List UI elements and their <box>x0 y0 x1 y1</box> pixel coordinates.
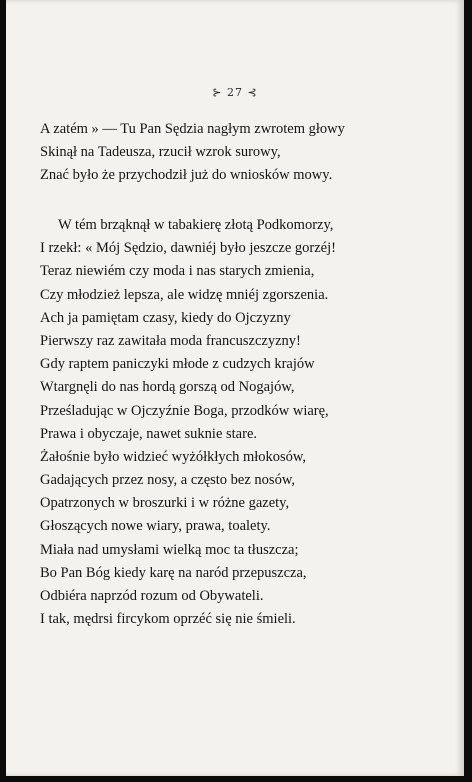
verse-line: Opatrzonych w broszurki i w różne gazety, <box>40 495 290 512</box>
verse-line: Prześladując w Ojczyźnie Boga, przodków wiarę, <box>40 402 329 419</box>
verse-line: Bo Pan Bóg kiedy karę na naród przepuszcza, <box>40 564 307 581</box>
verse-line: Pierwszy raz zawitała moda francuszczyzny! <box>40 332 301 349</box>
verse-line: Wtargnęli do nas hordą gorszą od Nogajów, <box>40 379 295 396</box>
verse-line: Skinął na Tadeusza, rzucił wzrok surowy, <box>40 144 281 161</box>
verse-line: Odbiéra naprzód rozum od Obywateli. <box>40 588 264 604</box>
verse-line: Ach ja pamiętam czasy, kiedy do Ojczyzny <box>40 309 291 326</box>
verse-line: W tém brząknął w tabakierę złotą Podkomorzy, <box>58 217 334 233</box>
verse-line: Teraz niewiém czy moda i nas starych zmienia, <box>40 263 315 280</box>
verse-line: Gdy raptem paniczyki młode z cudzych krajów <box>40 356 315 373</box>
stanza-1 <box>40 118 450 188</box>
verse-line: Czy młodzież lepsza, ale widzę mniéj zgorszenia. <box>40 286 329 303</box>
verse-line: Miała nad umysłami wielką moc ta tłuszcza; <box>40 541 299 558</box>
page-number-ornament-left: ⊱ <box>212 86 227 99</box>
verse-line: A zatém » — Tu Pan Sędzia nagłym zwrotem głowy <box>40 121 345 137</box>
page-number <box>6 86 464 99</box>
verse-line: Żałośnie było widzieć wyżółkłych młokosów, <box>40 448 307 465</box>
verse-line: Gadających przez nosy, a często bez nosów, <box>40 472 295 489</box>
book-page <box>6 0 464 776</box>
stanza-2 <box>40 214 450 631</box>
page-number-ornament-right: ⊰ <box>243 86 258 99</box>
page-number-value: 27 <box>227 86 243 99</box>
verse-line: Prawa i obyczaje, nawet suknie stare. <box>40 425 258 442</box>
verse-line: I tak, mędrsi fircykom oprzéć się nie śmieli. <box>40 611 296 628</box>
verse-line: Znać było że przychodził już do wniosków mowy. <box>40 167 333 184</box>
verse-line: Głoszących nowe wiary, prawa, toalety. <box>40 518 271 535</box>
verse-line: I rzekł: « Mój Sędzio, dawniéj było jeszcze gorzéj! <box>40 240 336 257</box>
